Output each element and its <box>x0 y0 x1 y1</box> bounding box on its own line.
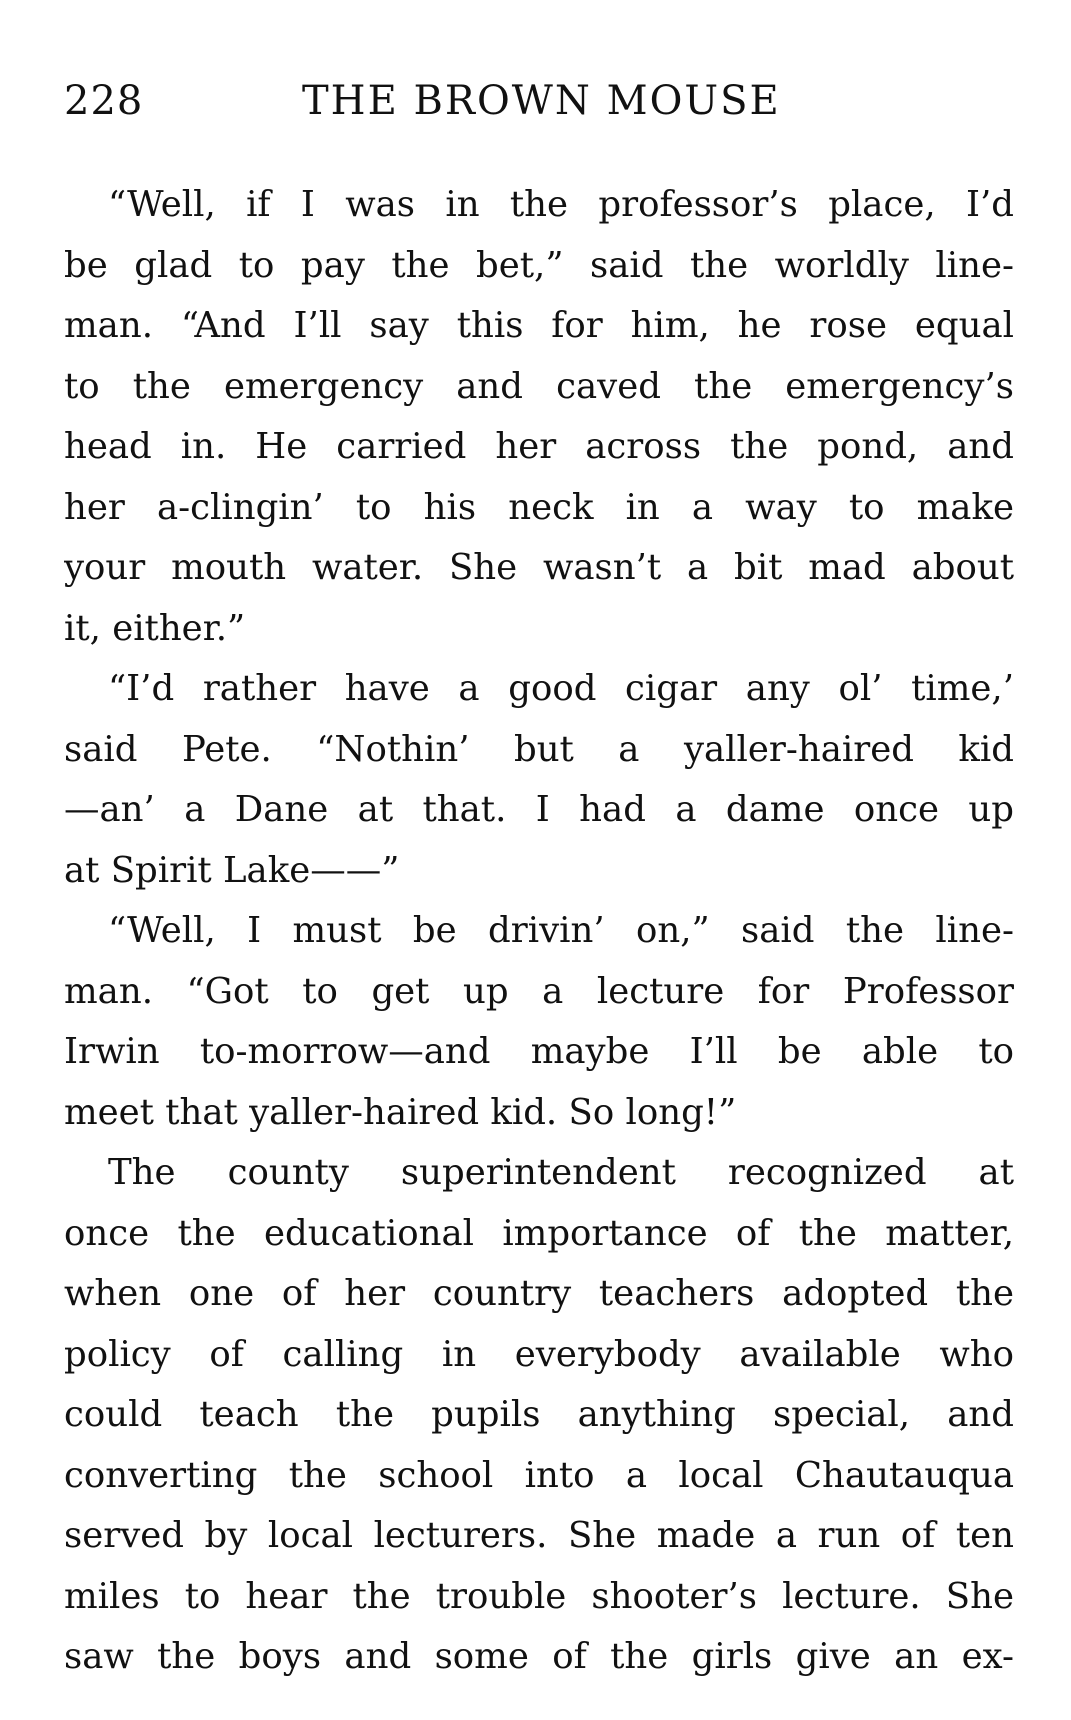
text-line: it, either.” <box>64 607 246 649</box>
text-line: Irwin to-morrow—and maybe I’ll be able to <box>64 1031 1014 1072</box>
text-line: man. “And I’ll say this for him, he rose equal <box>64 305 1014 346</box>
text-line: said Pete. “Nothin’ but a yaller-haired kid <box>64 728 1014 770</box>
paragraph-1 <box>64 175 1014 659</box>
book-title: THE BROWN MOUSE <box>302 78 781 124</box>
text-line: when one of her country teachers adopted the <box>64 1273 1014 1314</box>
running-head <box>64 78 1014 138</box>
text-line: once the educational importance of the matter, <box>64 1212 1014 1254</box>
body-text <box>64 175 1014 1688</box>
text-line: her a-clingin’ to his neck in a way to make <box>64 486 1014 528</box>
text-line: saw the boys and some of the girls give an ex- <box>64 1636 1014 1677</box>
text-line: —an’ a Dane at that. I had a dame once up <box>64 789 1014 830</box>
text-line: at Spirit Lake——” <box>64 849 400 891</box>
text-line: policy of calling in everybody available who <box>64 1333 1014 1375</box>
text-line: be glad to pay the bet,” said the worldly line- <box>64 244 1014 286</box>
text-line: converting the school into a local Chautauqua <box>64 1454 1014 1496</box>
text-line: could teach the pupils anything special, and <box>64 1394 1014 1435</box>
paragraph-4 <box>64 1143 1014 1688</box>
page-number: 228 <box>64 78 144 124</box>
text-line: “Well, I must be drivin’ on,” said the line- <box>108 910 1014 951</box>
text-line: The county superintendent recognized at <box>108 1152 1014 1193</box>
text-line: served by local lecturers. She made a run of ten <box>64 1515 1014 1556</box>
text-line: meet that yaller-haired kid. So long!” <box>64 1091 737 1133</box>
text-line: your mouth water. She wasn’t a bit mad about <box>64 547 1014 588</box>
text-line: “I’d rather have a good cigar any ol’ time,’ <box>108 668 1014 709</box>
text-line: to the emergency and caved the emergency’s <box>64 365 1014 407</box>
paragraph-3 <box>64 901 1014 1143</box>
text-line: man. “Got to get up a lecture for Professor <box>64 970 1014 1012</box>
text-line: miles to hear the trouble shooter’s lecture. She <box>64 1575 1014 1617</box>
text-line: “Well, if I was in the professor’s place, I’d <box>108 184 1014 225</box>
text-line: head in. He carried her across the pond, and <box>64 426 1014 467</box>
paragraph-2 <box>64 659 1014 901</box>
